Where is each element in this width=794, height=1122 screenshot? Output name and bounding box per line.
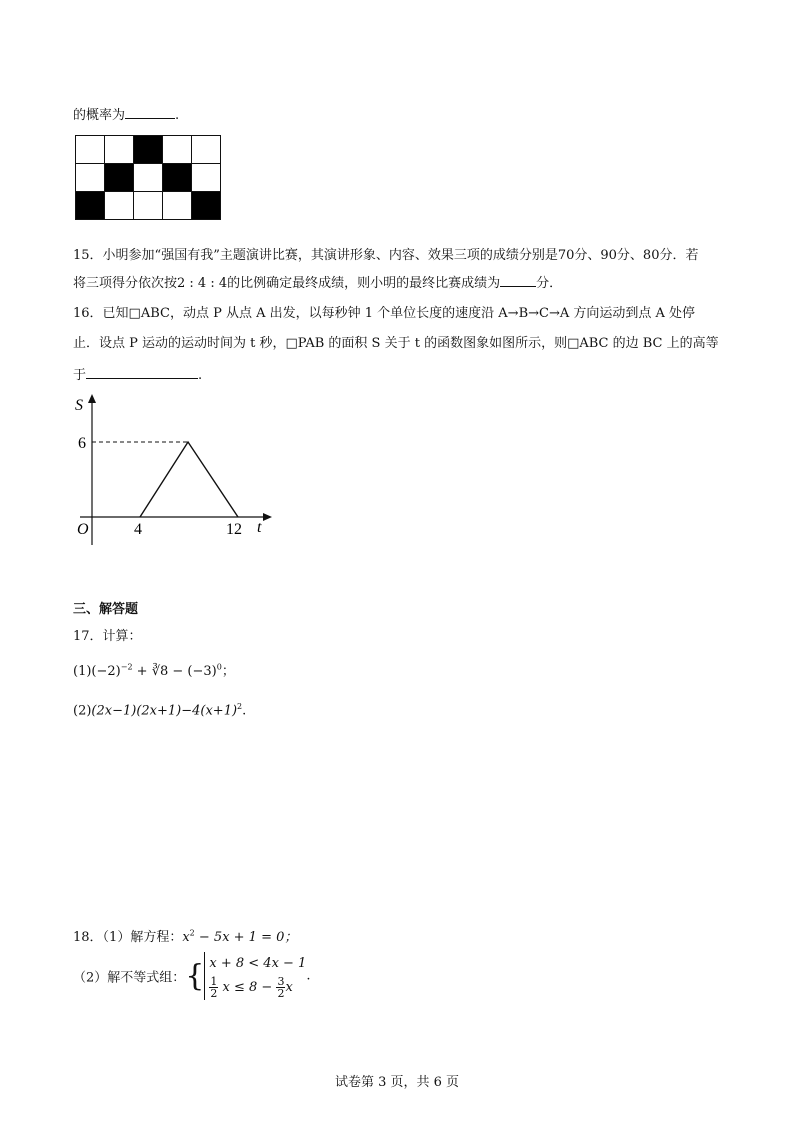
q17-part1: [73, 660, 235, 679]
denominator: 2: [210, 987, 218, 1000]
q17-stem: 17．计算：: [73, 629, 142, 644]
punct: ；: [221, 664, 235, 679]
grid-cell-white: [163, 136, 192, 164]
expr: (−2): [91, 664, 121, 679]
page-footer: 试卷第 3 页，共 6 页: [334, 1075, 460, 1090]
section-title: 三、解答题: [73, 602, 139, 617]
grid-cell-white: [76, 164, 105, 192]
grid-cell-white: [192, 136, 221, 164]
part-label: 18．（1）解方程：: [73, 930, 183, 945]
exponent: 0: [216, 662, 222, 672]
denominator: 2: [277, 987, 285, 1000]
numerator: 1: [210, 975, 218, 988]
q18-part2: [73, 952, 310, 1000]
answer-blank[interactable]: [125, 105, 175, 119]
x-axis-arrow-icon: [263, 513, 272, 521]
expr: (2x−1)(2x+1)−4(x+1): [91, 703, 238, 719]
q17-part2: [73, 702, 246, 718]
expr: x: [182, 930, 190, 945]
grid-cell-white: [105, 136, 134, 164]
answer-blank[interactable]: [86, 365, 198, 379]
exponent: −2: [120, 662, 133, 672]
inequality-system: [204, 952, 306, 1000]
q18-part1: [73, 926, 297, 945]
q15-unit: 分．: [536, 276, 563, 291]
q15-text: 将三项得分依次按2 : 4 : 4的比例确定最终成绩，则小明的最终比赛成绩为: [73, 276, 501, 291]
y-tick-label: 6: [78, 435, 86, 452]
brace-icon: {: [185, 958, 205, 994]
grid-cell-white: [76, 136, 105, 164]
exponent: 2: [237, 702, 243, 711]
part-label: （2）解不等式组：: [73, 970, 186, 986]
q16-end: .: [198, 368, 203, 383]
expr: x ≤ 8 −: [222, 980, 273, 995]
y-axis-label: S: [75, 397, 83, 414]
expr: − 5x + 1 = 0；: [194, 930, 298, 945]
grid-row: [76, 136, 221, 164]
grid-cell-black: [134, 136, 163, 164]
punct: .: [306, 968, 311, 984]
q14-end: .: [175, 108, 180, 123]
grid-cell-white: [163, 192, 192, 220]
q15-line2: [73, 272, 562, 291]
graph-line: [140, 442, 238, 517]
y-axis-arrow-icon: [88, 394, 96, 403]
checkerboard-grid: [75, 135, 221, 220]
grid-row: [76, 164, 221, 192]
grid-cell-white: [192, 164, 221, 192]
punct: .: [242, 703, 247, 719]
part-label: (2): [73, 703, 92, 719]
x-axis-label: t: [257, 519, 262, 536]
q16-line3: [73, 364, 202, 383]
q15-line1: 15．小明参加“强国有我”主题演讲比赛，其演讲形象、内容、效果三项的成绩分别是70分、90分、80分．若: [73, 248, 699, 263]
q14-text: 的概率为: [73, 108, 126, 123]
expr: x: [285, 980, 293, 995]
inequality-1: x + 8 < 4x − 1: [209, 956, 307, 971]
q16-line2: 止．设点 P 运动的运动时间为 t 秒，□PAB 的面积 S 关于 t 的函数图象如图所示，则□ABC 的边 BC 上的高等: [73, 336, 719, 351]
q16-line1: 16．已知□ABC，动点 P 从点 A 出发，以每秒钟 1 个单位长度的速度沿 A→B→C→A 方向运动到点 A 处停: [73, 306, 696, 321]
grid-cell-black: [192, 192, 221, 220]
q16-text: 于: [73, 368, 87, 383]
x-tick-label-12: 12: [226, 521, 242, 538]
answer-blank[interactable]: [500, 273, 536, 287]
grid-cell-white: [134, 192, 163, 220]
numerator: 3: [277, 975, 285, 988]
origin-label: O: [77, 521, 89, 538]
grid-cell-white: [134, 164, 163, 192]
inequality-2: [209, 975, 293, 1000]
x-tick-label-4: 4: [134, 521, 142, 538]
expr: + ∛8 − (−3): [132, 664, 217, 679]
part-label: (1): [73, 664, 92, 679]
function-graph: [60, 390, 280, 550]
exponent: 2: [189, 928, 195, 938]
grid-cell-black: [76, 192, 105, 220]
grid-cell-black: [105, 164, 134, 192]
grid-cell-black: [163, 164, 192, 192]
q14-tail: [73, 104, 179, 123]
fraction: [209, 976, 218, 999]
grid-cell-white: [105, 192, 134, 220]
grid-row: [76, 192, 221, 220]
